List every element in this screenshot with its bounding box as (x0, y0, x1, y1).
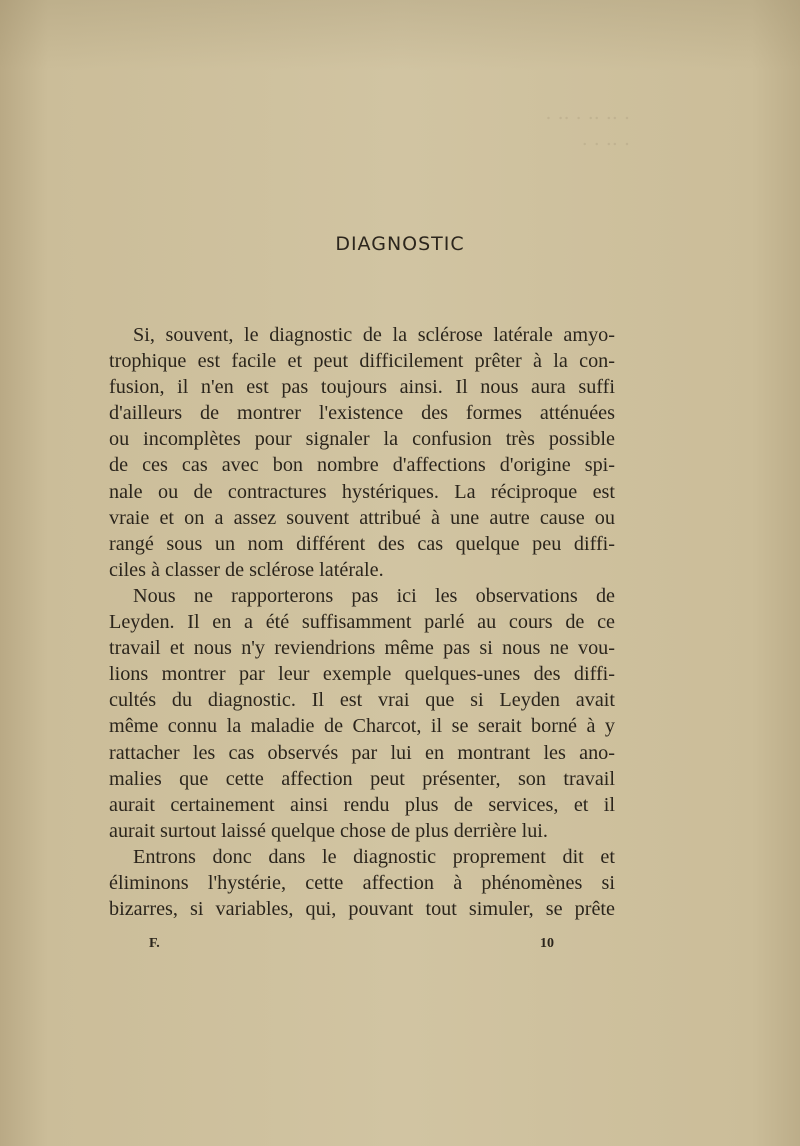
text-line: nale ou de contractures hystériques. La réciproque est (109, 480, 615, 503)
text-line: malies que cette affection peut présenter, son travail (109, 767, 615, 790)
chapter-title: DIAGNOSTIC (335, 233, 465, 255)
text-line: aurait surtout laissé quelque chose de plus derrière lui. (109, 819, 548, 842)
text-line: Entrons donc dans le diagnostic proprement dit et (133, 845, 615, 868)
text-line: rangé sous un nom différent des cas quelque peu diffi- (109, 532, 615, 555)
text-line: travail et nous n'y reviendrions même pas si nous ne vou- (109, 637, 615, 660)
text-line: même connu la maladie de Charcot, il se serait borné à y (109, 715, 615, 738)
text-line: Leyden. Il en a été suffisamment parlé au cours de ce (109, 611, 615, 634)
text-line: trophique est facile et peut difficilement prêter à la con- (109, 350, 615, 373)
text-line: bizarres, si variables, qui, pouvant tout simuler, se prête (109, 898, 615, 921)
text-line: lions montrer par leur exemple quelques-unes des diffi- (109, 663, 615, 686)
paragraph (109, 844, 615, 922)
paragraph (109, 583, 615, 844)
text-line: ciles à classer de sclérose latérale. (109, 558, 384, 581)
text-line: rattacher les cas observés par lui en montrant les ano- (109, 741, 615, 764)
paragraph (109, 322, 615, 583)
text-line: Nous ne rapporterons pas ici les observations de (133, 584, 615, 607)
text-line: vraie et on a assez souvent attribué à une autre cause ou (109, 506, 615, 529)
text-line: aurait certainement ainsi rendu plus de services, et il (109, 793, 615, 816)
bleed-through-text: . .. .. . .. . . .. . . (545, 102, 630, 150)
text-line: d'ailleurs de montrer l'existence des formes atténuées (109, 402, 615, 425)
page-shading (0, 0, 800, 70)
sheet-number: 10 (540, 936, 554, 951)
text-line: éliminons l'hystérie, cette affection à phénomènes si (109, 871, 615, 894)
text-line: ou incomplètes pour signaler la confusion très possible (109, 428, 615, 451)
text-line: Si, souvent, le diagnostic de la sclérose latérale amyo- (133, 324, 615, 346)
text-line: fusion, il n'en est pas toujours ainsi. Il nous aura suffi (109, 376, 615, 399)
body-text (109, 322, 615, 922)
signature-mark: F. (149, 936, 160, 951)
text-line: cultés du diagnostic. Il est vrai que si Leyden avait (109, 689, 615, 712)
text-line: de ces cas avec bon nombre d'affections d'origine spi- (109, 454, 615, 477)
